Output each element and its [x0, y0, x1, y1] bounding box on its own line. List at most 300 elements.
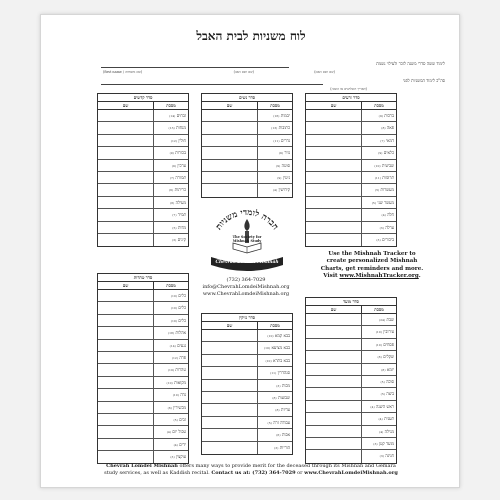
tractate-name: מדות [177, 224, 186, 230]
volunteer-name-cell[interactable] [98, 439, 154, 450]
tractate-row [306, 314, 396, 326]
tractate-row [98, 451, 188, 463]
tractate-name: ערלה [385, 224, 394, 230]
tractate-name: דמאי [385, 137, 394, 143]
tractate-name: נדרים [280, 137, 290, 143]
tractate-cell [258, 184, 292, 196]
volunteer-name-cell[interactable] [202, 184, 258, 196]
tractate-cell [258, 110, 292, 121]
volunteer-name-cell[interactable] [98, 389, 154, 400]
volunteer-name-cell[interactable] [202, 367, 258, 378]
tractate-chapter-count: (4) [272, 188, 278, 193]
tractate-name: כלאים [383, 150, 394, 156]
tractate-cell [258, 122, 292, 133]
tractate-row [306, 401, 396, 413]
tractate-row [306, 110, 396, 122]
tractate-row [98, 184, 188, 196]
volunteer-name-cell[interactable] [98, 147, 154, 158]
tractate-chapter-count: (5) [380, 392, 385, 397]
tractate-row [202, 392, 292, 404]
tractate-row [202, 147, 292, 159]
name-caption-en: (first name / שם משפחה) [103, 70, 143, 74]
tractate-row [202, 355, 292, 367]
tractate-name: בבא קמא [274, 333, 290, 338]
tractate-cell [258, 147, 292, 158]
tractate-name: כלים [178, 317, 186, 323]
society-logo [205, 201, 289, 275]
tractate-row [202, 110, 292, 122]
promo-line-3: Charts, get reminders and more. [320, 265, 424, 272]
volunteer-name-cell[interactable] [202, 147, 258, 158]
order-column-headers [306, 306, 396, 314]
tractate-chapter-count: (4) [173, 442, 178, 447]
volunteer-name-cell[interactable] [306, 351, 362, 362]
footer-text-1: offers many ways to provide merit for the deceased through its Mishnah and Gemara [177, 463, 396, 469]
tractate-row [306, 351, 396, 363]
order-title: סדר נשים [202, 94, 292, 102]
volunteer-name-cell[interactable] [98, 352, 154, 363]
tractate-cell [258, 160, 292, 171]
tractate-chapter-count: (9) [378, 151, 383, 156]
contact-website[interactable]: www.ChevrahLomdeiMishnah.org [202, 291, 290, 297]
tractate-cell [258, 380, 292, 391]
tractate-cell [154, 110, 188, 121]
tractate-row [98, 290, 188, 302]
tractate-cell [258, 392, 292, 403]
volunteer-name-cell[interactable] [202, 122, 258, 133]
tractate-cell [362, 135, 396, 146]
volunteer-name-cell[interactable] [202, 380, 258, 391]
tractate-row [306, 364, 396, 376]
volunteer-name-cell[interactable] [306, 364, 362, 375]
tractate-row [202, 429, 292, 441]
tractate-name: כריתות [174, 187, 186, 193]
volunteer-name-cell[interactable] [202, 110, 258, 121]
tractate-name: קידושין [278, 187, 290, 193]
tractate-row [306, 376, 396, 388]
tractate-row [306, 438, 396, 450]
tractate-row [98, 364, 188, 376]
tractate-row [98, 377, 188, 389]
tractate-chapter-count: (10) [170, 318, 177, 323]
tractate-cell [154, 122, 188, 133]
volunteer-name-cell[interactable] [306, 413, 362, 424]
tractate-cell [362, 234, 396, 246]
tractate-row [202, 172, 292, 184]
order-column-headers [98, 102, 188, 110]
logo-inner-line2: Mishnah Study [232, 239, 262, 243]
order-table-zeraim [305, 93, 397, 247]
tractate-row [306, 197, 396, 209]
tractate-name: ביכורים [381, 236, 394, 242]
tractate-row [202, 342, 292, 354]
volunteer-name-cell[interactable] [306, 401, 362, 412]
footer-line-2 [93, 470, 409, 477]
tractate-row [306, 172, 396, 184]
volunteer-name-cell[interactable] [98, 426, 154, 437]
volunteer-name-cell[interactable] [98, 135, 154, 146]
volunteer-name-cell[interactable] [202, 417, 258, 428]
tractate-chapter-count: (7) [172, 213, 177, 218]
tractate-chapter-count: (12) [171, 355, 178, 360]
tractate-row [98, 122, 188, 134]
tractate-row [202, 417, 292, 429]
volunteer-name-cell[interactable] [306, 376, 362, 387]
volunteer-name-cell[interactable] [202, 404, 258, 415]
tractate-chapter-count: (10) [172, 393, 179, 398]
tractate-cell [362, 197, 396, 208]
volunteer-name-cell[interactable] [306, 184, 362, 195]
volunteer-name-cell[interactable] [98, 160, 154, 171]
tractate-name: מנחות [176, 125, 186, 131]
order-column-headers [98, 282, 188, 290]
tractate-name: תענית [384, 416, 394, 422]
promo-visit-suffix: . [418, 273, 421, 280]
tractate-row [202, 184, 292, 196]
tractate-cell [154, 315, 188, 326]
tractate-name: עירובין [383, 329, 394, 335]
tractate-name: סוטה [281, 162, 290, 168]
volunteer-name-cell[interactable] [306, 388, 362, 399]
order-table-moed [305, 297, 397, 464]
volunteer-name-cell[interactable] [306, 160, 362, 171]
volunteer-name-cell[interactable] [98, 414, 154, 425]
tractate-chapter-count: (5) [267, 420, 272, 425]
tractate-cell [362, 426, 396, 437]
tractate-chapter-count: (3) [379, 225, 384, 230]
tractate-name: עדיות [280, 407, 290, 413]
tractate-row [306, 426, 396, 438]
volunteer-name-cell[interactable] [306, 314, 362, 325]
tractate-cell [154, 160, 188, 171]
tractate-name: נדה [180, 392, 186, 398]
tractate-chapter-count: (10) [375, 330, 382, 335]
volunteer-name-cell[interactable] [202, 135, 258, 146]
tractate-chapter-count: (14) [169, 343, 176, 348]
tractate-cell [258, 442, 292, 454]
tractate-cell [362, 364, 396, 375]
order-column-headers [202, 102, 292, 110]
volunteer-name-cell[interactable] [306, 122, 362, 133]
tractate-cell [258, 417, 292, 428]
volunteer-name-cell[interactable] [306, 426, 362, 437]
tractate-cell [154, 222, 188, 233]
tracker-promo [309, 251, 435, 281]
tractate-name: הוריות [279, 444, 290, 450]
volunteer-name-cell[interactable] [306, 110, 362, 121]
date-fill-rule [101, 84, 323, 85]
tractate-name: פרה [179, 354, 186, 360]
tractate-name: בבא בתרא [272, 357, 290, 363]
volunteer-name-cell[interactable] [306, 234, 362, 246]
tractate-cell [362, 339, 396, 350]
volunteer-name-cell[interactable] [202, 330, 258, 341]
volunteer-name-cell[interactable] [306, 197, 362, 208]
volunteer-name-cell[interactable] [306, 135, 362, 146]
tractate-name: מקואות [174, 379, 186, 385]
column-header-person: שם [306, 306, 362, 313]
tractate-chapter-count: (4) [379, 429, 384, 434]
tractate-chapter-count: (14) [169, 114, 176, 118]
tractate-row [202, 135, 292, 147]
volunteer-name-cell[interactable] [98, 209, 154, 220]
volunteer-name-cell[interactable] [202, 392, 258, 403]
tractate-row [306, 184, 396, 196]
tractate-row [98, 209, 188, 221]
tractate-cell [362, 438, 396, 449]
tractate-chapter-count: (6) [167, 405, 172, 410]
volunteer-name-cell[interactable] [202, 442, 258, 454]
tractate-cell [154, 172, 188, 183]
tractate-chapter-count: (4) [166, 430, 171, 435]
tractate-cell [362, 172, 396, 183]
dedication-line: לימוד ששה סדרי משנה לזכר ולעילוי נשמת [376, 61, 445, 66]
tractate-cell [154, 135, 188, 146]
tractate-chapter-count: (12) [170, 138, 177, 143]
tractate-chapter-count: (7) [169, 175, 175, 180]
tractate-chapter-count: (10) [170, 294, 177, 298]
tractate-row [98, 110, 188, 122]
tractate-name: פסחים [383, 341, 394, 347]
volunteer-name-cell[interactable] [98, 122, 154, 133]
order-column-headers [306, 102, 396, 110]
tractate-name: כלים [178, 305, 186, 311]
order-column-headers [202, 322, 292, 330]
tractate-cell [362, 401, 396, 412]
tractate-chapter-count: (10) [263, 346, 271, 351]
tractate-name: מועד קטן [378, 440, 394, 446]
tractate-row [306, 234, 396, 246]
tractate-cell [258, 135, 292, 146]
tractate-cell [258, 429, 292, 440]
tractate-cell [154, 364, 188, 375]
volunteer-name-cell[interactable] [306, 209, 362, 220]
tractate-name: עוקצין [175, 454, 186, 460]
volunteer-name-cell[interactable] [306, 450, 362, 462]
tractate-row [306, 122, 396, 134]
tractate-name: טבול יום [172, 429, 186, 435]
tractate-chapter-count: (4) [378, 417, 383, 422]
tractate-chapter-count: (3) [379, 454, 384, 459]
tractate-chapter-count: (9) [378, 114, 383, 118]
tractate-name: מעשר שני [377, 199, 394, 205]
volunteer-name-cell[interactable] [202, 342, 258, 353]
tractate-chapter-count: (3) [376, 237, 381, 242]
tractate-cell [258, 355, 292, 366]
tractate-chapter-count: (8) [381, 367, 386, 372]
volunteer-name-cell[interactable] [98, 302, 154, 313]
tractate-row [98, 135, 188, 147]
tractate-cell [154, 209, 188, 220]
tractate-row [202, 442, 292, 454]
tractate-name: נגעים [177, 342, 186, 348]
tractate-name: מעילה [175, 199, 186, 205]
tractate-name: תמיד [177, 212, 186, 218]
tractate-row [98, 315, 188, 327]
volunteer-name-cell[interactable] [202, 355, 258, 366]
tractate-chapter-count: (6) [170, 200, 175, 205]
tractate-name: כתובות [278, 125, 290, 131]
volunteer-name-cell[interactable] [98, 172, 154, 183]
tractate-name: פאה [386, 125, 394, 131]
tractate-cell [362, 326, 396, 337]
volunteer-name-cell[interactable] [98, 451, 154, 463]
tractate-row [306, 326, 396, 338]
tractate-row [98, 439, 188, 451]
volunteer-name-cell[interactable] [306, 222, 362, 233]
tractate-cell [154, 234, 188, 246]
tractate-chapter-count: (8) [275, 408, 280, 413]
tractate-cell [362, 450, 396, 462]
tractate-chapter-count: (10) [267, 334, 274, 338]
tractate-name: כלים [178, 293, 186, 298]
tractate-cell [362, 160, 396, 171]
tractate-cell [362, 413, 396, 424]
volunteer-name-cell[interactable] [202, 429, 258, 440]
tractate-chapter-count: (18) [167, 331, 175, 336]
tractate-row [98, 147, 188, 159]
tractate-row [202, 160, 292, 172]
column-header-tractate: מסכת [270, 323, 280, 328]
tractate-name: בכורות [175, 150, 186, 156]
tractate-cell [154, 184, 188, 195]
tractate-cell [154, 290, 188, 301]
volunteer-name-cell[interactable] [98, 327, 154, 338]
footer-website-link[interactable]: www.ChevrahLomdeiMishnah.org [304, 470, 398, 476]
volunteer-name-cell[interactable] [98, 377, 154, 388]
volunteer-name-cell[interactable] [306, 339, 362, 350]
tractate-chapter-count: (3) [373, 441, 378, 446]
volunteer-name-cell[interactable] [98, 234, 154, 246]
tractate-chapter-count: (5) [380, 379, 385, 384]
tractate-chapter-count: (10) [374, 163, 381, 168]
tractate-name: ברכות [384, 113, 394, 118]
volunteer-name-cell[interactable] [98, 290, 154, 301]
volunteer-name-cell[interactable] [306, 147, 362, 158]
order-table-nezikin [201, 313, 293, 455]
tractate-row [98, 352, 188, 364]
tractate-name: מעשרות [380, 187, 394, 193]
volunteer-name-cell[interactable] [202, 160, 258, 171]
tractate-row [202, 367, 292, 379]
footer-line-1 [93, 463, 409, 470]
contact-email[interactable]: info@ChevrahLomdeiMishnah.org [202, 284, 290, 290]
order-table-nashim [201, 93, 293, 198]
order-table-taharos [97, 273, 189, 464]
tractate-row [202, 380, 292, 392]
tractate-name: יבמות [280, 113, 290, 118]
tractate-chapter-count: (10) [375, 342, 382, 347]
tractate-name: סוכה [386, 378, 394, 384]
tractate-cell [154, 414, 188, 425]
tractate-cell [362, 222, 396, 233]
volunteer-name-cell[interactable] [98, 110, 154, 121]
tractate-cell [154, 451, 188, 463]
tractate-row [306, 209, 396, 221]
tractate-cell [362, 122, 396, 133]
volunteer-name-cell[interactable] [98, 315, 154, 326]
mishnah-tracker-link[interactable]: www.MishnahTracker.org [339, 273, 419, 280]
tractate-chapter-count: (4) [370, 404, 375, 409]
tractate-name: מכשירין [173, 404, 186, 410]
order-table-kodashim [97, 93, 189, 247]
tractate-name: אבות [281, 432, 290, 438]
tractate-name: חלה [387, 212, 394, 218]
tractate-row [98, 197, 188, 209]
volunteer-name-cell[interactable] [306, 172, 362, 183]
volunteer-name-cell[interactable] [306, 438, 362, 449]
tractate-cell [258, 342, 292, 353]
tractate-row [306, 339, 396, 351]
volunteer-name-cell[interactable] [98, 197, 154, 208]
column-header-tractate: מסכת [166, 103, 176, 108]
completion-caption: (תאריך השלושים או השנה) [330, 87, 367, 91]
tractate-row [202, 122, 292, 134]
volunteer-name-cell[interactable] [306, 326, 362, 337]
tractate-row [306, 388, 396, 400]
tractate-name: ידים [179, 441, 186, 447]
volunteer-name-cell[interactable] [98, 222, 154, 233]
volunteer-name-cell[interactable] [98, 184, 154, 195]
tractate-name: עבודה זרה [273, 419, 290, 425]
tractate-chapter-count: (5) [371, 200, 377, 205]
tractate-chapter-count: (11) [374, 175, 381, 180]
tractate-chapter-count: (8) [272, 395, 277, 400]
tractate-chapter-count: (9) [171, 163, 177, 168]
footer-note [93, 463, 409, 477]
tractate-cell [154, 302, 188, 313]
footer-or: or [295, 470, 305, 476]
tractate-name: אהלות [175, 330, 186, 336]
volunteer-name-cell[interactable] [98, 402, 154, 413]
tractate-name: חגיגה [385, 453, 394, 459]
tractate-name: גיטין [282, 174, 290, 180]
column-header-tractate: מסכת [166, 283, 176, 288]
tractate-cell [362, 376, 396, 387]
logo-inner-line1: The Society for [232, 235, 262, 239]
tractate-name: בבא מציעא [271, 345, 290, 351]
tractate-name: טהרות [175, 367, 186, 373]
tractate-cell [362, 351, 396, 362]
logo-banner: Chevrah Lomdei Mishnah [215, 260, 279, 265]
tractate-name: שביעית [381, 162, 394, 168]
tractate-chapter-count: (24) [378, 318, 386, 322]
order-title: סדר טהרות [98, 274, 188, 282]
tractate-name: מכות [281, 382, 290, 388]
tractate-name: שבועות [277, 394, 290, 400]
tractate-chapter-count: (16) [273, 114, 280, 118]
completion-line: סה"כ לימוד המשניות לפני [403, 78, 445, 83]
promo-line-4 [309, 273, 435, 280]
volunteer-name-cell[interactable] [202, 172, 258, 183]
tractate-row [98, 327, 188, 339]
tractate-chapter-count: (3) [170, 455, 175, 460]
promo-line-1: Use the Mishnah Tracker to [328, 251, 416, 257]
volunteer-name-cell[interactable] [98, 340, 154, 351]
tractate-chapter-count: (8) [377, 355, 382, 360]
tractate-name: יומא [386, 366, 394, 372]
memorial-chart-sheet [40, 14, 460, 488]
tractate-chapter-count: (6) [276, 433, 281, 438]
tractate-row [306, 135, 396, 147]
tractate-cell [258, 172, 292, 183]
volunteer-name-cell[interactable] [98, 364, 154, 375]
tractate-chapter-count: (8) [381, 126, 386, 131]
tractate-name: סנהדרין [277, 370, 290, 376]
tractate-cell [154, 197, 188, 208]
tractate-row [98, 160, 188, 172]
tractate-cell [362, 184, 396, 195]
